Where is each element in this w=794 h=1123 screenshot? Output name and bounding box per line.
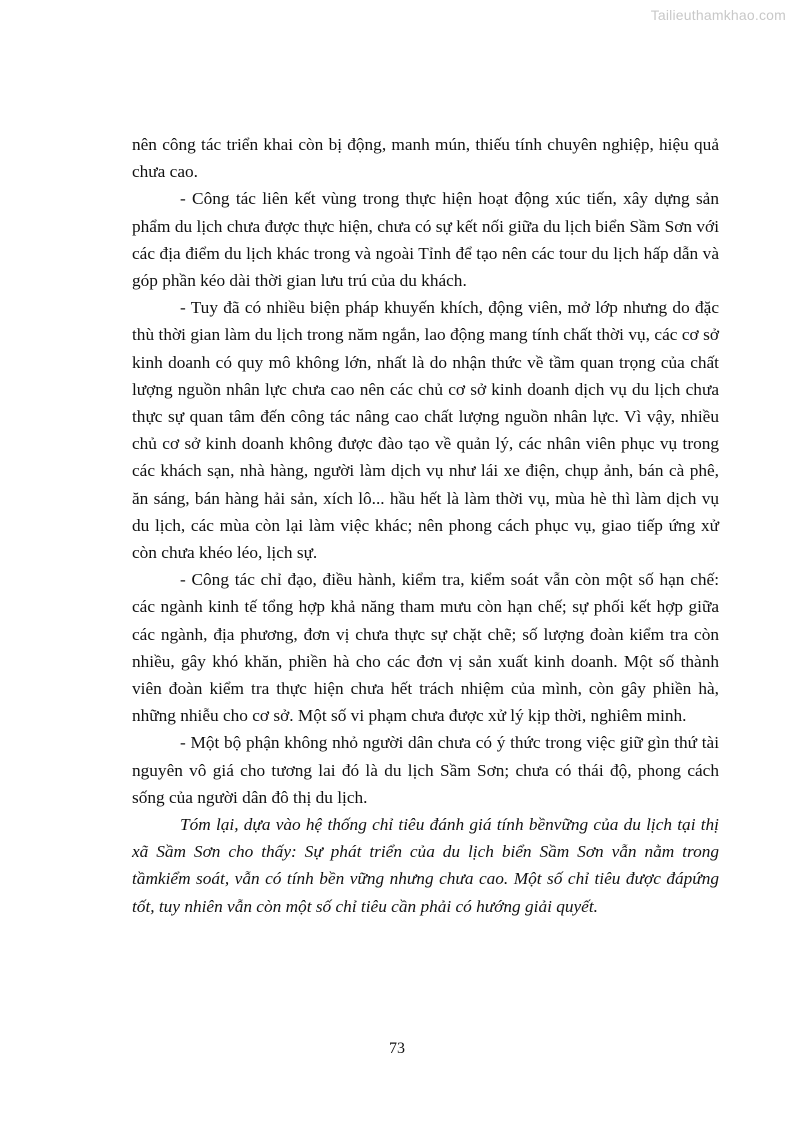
paragraph-summary: Tóm lại, dựa vào hệ thống chỉ tiêu đánh giá tính bềnvững của du lịch tại thị xã Sầm Sơn cho thấy: Sự phát triển của du lịch biển Sầm Sơn vẫn nằm trong tầmkiểm soát, vẫn có tính bền vững nhưng chưa cao. Một số chỉ tiêu được đápứng tốt, tuy nhiên vẫn còn một số chỉ tiêu cần phải có hướng giải quyết. (132, 815, 719, 916)
paragraph-residents: - Một bộ phận không nhỏ người dân chưa có ý thức trong việc giữ gìn thứ tài nguyên vô giá cho tương lai đó là du lịch Sầm Sơn; chưa có thái độ, phong cách sống của người dân đô thị du lịch. (132, 733, 719, 807)
page-body (132, 131, 719, 920)
paragraph-regional-linkage: - Công tác liên kết vùng trong thực hiện hoạt động xúc tiến, xây dựng sản phẩm du lịch chưa được thực hiện, chưa có sự kết nối giữa du lịch biển Sầm Sơn với các địa điểm du lịch khác trong và ngoài Tỉnh để tạo nên các tour du lịch hấp dẫn và góp phần kéo dài thời gian lưu trú của du khách. (132, 189, 719, 291)
paragraph-management: - Công tác chỉ đạo, điều hành, kiểm tra, kiểm soát vẫn còn một số hạn chế: các ngành kinh tế tổng hợp khả năng tham mưu còn hạn chế; sự phối kết hợp giữa các ngành, địa phương, đơn vị chưa thực sự chặt chẽ; số lượng đoàn kiểm tra còn nhiều, gây khó khăn, phiền hà cho các đơn vị sản xuất kinh doanh. Một số thành viên đoàn kiểm tra thực hiện chưa hết trách nhiệm của mình, còn gây phiền hà, những nhiễu cho cơ sở. Một số vi phạm chưa được xử lý kịp thời, nghiêm minh. (132, 570, 719, 726)
watermark: Tailieuthamkhao.com (650, 7, 786, 23)
paragraph-human-resources: - Tuy đã có nhiều biện pháp khuyến khích, động viên, mở lớp nhưng do đặc thù thời gian làm du lịch trong năm ngắn, lao động mang tính chất thời vụ, các cơ sở kinh doanh có quy mô không lớn, nhất là do nhận thức về tầm quan trọng của chất lượng nguồn nhân lực chưa cao nên các chủ cơ sở kinh doanh dịch vụ du lịch chưa thực sự quan tâm đến công tác nâng cao chất lượng nguồn nhân lực. Vì vậy, nhiều chủ cơ sở kinh doanh không được đào tạo về quản lý, các nhân viên phục vụ trong các khách sạn, nhà hàng, người làm dịch vụ như lái xe điện, chụp ảnh, bán cà phê, ăn sáng, bán hàng hải sản, xích lô... hầu hết là làm thời vụ, mùa hè thì làm dịch vụ du lịch, các mùa còn lại làm việc khác; nên phong cách phục vụ, giao tiếp ứng xử còn chưa khéo léo, lịch sự. (132, 298, 719, 563)
paragraph-continued: nên công tác triển khai còn bị động, manh mún, thiếu tính chuyên nghiệp, hiệu quả chưa cao. (132, 135, 719, 182)
page-number: 73 (389, 1040, 405, 1057)
